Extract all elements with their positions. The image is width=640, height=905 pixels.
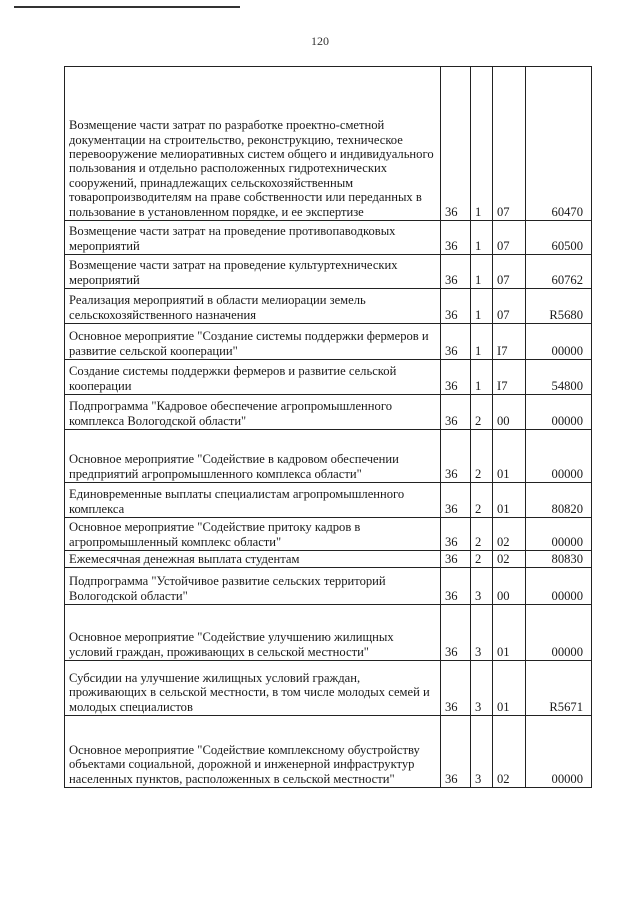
code-subprogram: I7	[493, 324, 526, 360]
table-row	[65, 661, 592, 716]
code-subprogram: 02	[493, 518, 526, 551]
code-program: 2	[471, 518, 493, 551]
table-row	[65, 360, 592, 395]
code-subprogram: 07	[493, 221, 526, 255]
code-direction: 00000	[526, 716, 592, 788]
table-row	[65, 221, 592, 255]
code-ved: 36	[441, 221, 471, 255]
code-program: 3	[471, 716, 493, 788]
code-direction: 00000	[526, 518, 592, 551]
code-program: 1	[471, 289, 493, 324]
code-subprogram: 01	[493, 483, 526, 518]
code-direction: 80820	[526, 483, 592, 518]
row-name: Создание системы поддержки фермеров и развитие сельской кооперации	[65, 360, 441, 395]
code-subprogram: 01	[493, 661, 526, 716]
table-row	[65, 605, 592, 661]
code-subprogram: 02	[493, 551, 526, 568]
code-direction: 00000	[526, 324, 592, 360]
code-direction: R5671	[526, 661, 592, 716]
row-name: Единовременные выплаты специалистам агропромышленного комплекса	[65, 483, 441, 518]
code-direction: R5680	[526, 289, 592, 324]
code-program: 3	[471, 661, 493, 716]
budget-classification-table	[64, 66, 592, 788]
table-row	[65, 289, 592, 324]
code-ved: 36	[441, 324, 471, 360]
table-row	[65, 430, 592, 483]
code-subprogram: 07	[493, 289, 526, 324]
code-program: 3	[471, 605, 493, 661]
row-name: Возмещение части затрат по разработке проектно-сметной документации на строительство, реконструкцию, техническое перевооружение мелиоративных систем общего и индивидуального пользования и отдельно расположенных гидротехнических сооружений, принадлежащих сельскохозяйственным товаропроизводителям на праве собственности или переданных в пользование в установленном порядке, и ее экспертизе	[65, 67, 441, 221]
code-direction: 00000	[526, 430, 592, 483]
code-subprogram: 02	[493, 716, 526, 788]
code-program: 2	[471, 395, 493, 430]
code-program: 2	[471, 483, 493, 518]
row-name: Подпрограмма "Кадровое обеспечение агропромышленного комплекса Вологодской области"	[65, 395, 441, 430]
code-direction: 60500	[526, 221, 592, 255]
code-ved: 36	[441, 551, 471, 568]
code-program: 2	[471, 430, 493, 483]
code-program: 1	[471, 67, 493, 221]
code-ved: 36	[441, 518, 471, 551]
table-row	[65, 568, 592, 605]
code-direction: 80830	[526, 551, 592, 568]
row-name: Основное мероприятие "Создание системы поддержки фермеров и развитие сельской кооперации"	[65, 324, 441, 360]
code-ved: 36	[441, 67, 471, 221]
row-name: Основное мероприятие "Содействие притоку кадров в агропромышленный комплекс области"	[65, 518, 441, 551]
code-direction: 54800	[526, 360, 592, 395]
table-row	[65, 716, 592, 788]
row-name: Ежемесячная денежная выплата студентам	[65, 551, 441, 568]
code-ved: 36	[441, 289, 471, 324]
table-row	[65, 483, 592, 518]
code-subprogram: I7	[493, 360, 526, 395]
table-row	[65, 395, 592, 430]
code-subprogram: 00	[493, 568, 526, 605]
code-subprogram: 07	[493, 255, 526, 289]
top-rule	[14, 6, 240, 8]
table-row	[65, 518, 592, 551]
page-number: 120	[311, 34, 329, 48]
row-name: Основное мероприятие "Содействие улучшению жилищных условий граждан, проживающих в сельской местности"	[65, 605, 441, 661]
row-name: Реализация мероприятий в области мелиорации земель сельскохозяйственного назначения	[65, 289, 441, 324]
code-program: 2	[471, 551, 493, 568]
row-name: Подпрограмма "Устойчивое развитие сельских территорий Вологодской области"	[65, 568, 441, 605]
row-name: Основное мероприятие "Содействие комплексному обустройству объектами социальной, дорожной и инженерной инфраструктур населенных пунктов, расположенных в сельской местности"	[65, 716, 441, 788]
code-program: 3	[471, 568, 493, 605]
code-ved: 36	[441, 568, 471, 605]
code-ved: 36	[441, 716, 471, 788]
code-direction: 00000	[526, 568, 592, 605]
code-program: 1	[471, 360, 493, 395]
row-name: Возмещение части затрат на проведение культуртехнических мероприятий	[65, 255, 441, 289]
code-program: 1	[471, 324, 493, 360]
code-program: 1	[471, 221, 493, 255]
code-subprogram: 01	[493, 430, 526, 483]
code-ved: 36	[441, 395, 471, 430]
code-ved: 36	[441, 661, 471, 716]
table-row	[65, 67, 592, 221]
table-row	[65, 255, 592, 289]
row-name: Субсидии на улучшение жилищных условий граждан, проживающих в сельской местности, в том числе молодых семей и молодых специалистов	[65, 661, 441, 716]
table-row	[65, 324, 592, 360]
code-subprogram: 00	[493, 395, 526, 430]
code-ved: 36	[441, 605, 471, 661]
code-subprogram: 07	[493, 67, 526, 221]
code-direction: 00000	[526, 605, 592, 661]
row-name: Возмещение части затрат на проведение противопаводковых мероприятий	[65, 221, 441, 255]
code-ved: 36	[441, 255, 471, 289]
code-direction: 00000	[526, 395, 592, 430]
code-ved: 36	[441, 360, 471, 395]
code-program: 1	[471, 255, 493, 289]
code-direction: 60470	[526, 67, 592, 221]
code-ved: 36	[441, 483, 471, 518]
row-name: Основное мероприятие "Содействие в кадровом обеспечении предприятий агропромышленного комплекса области"	[65, 430, 441, 483]
code-ved: 36	[441, 430, 471, 483]
code-direction: 60762	[526, 255, 592, 289]
table-row	[65, 551, 592, 568]
code-subprogram: 01	[493, 605, 526, 661]
